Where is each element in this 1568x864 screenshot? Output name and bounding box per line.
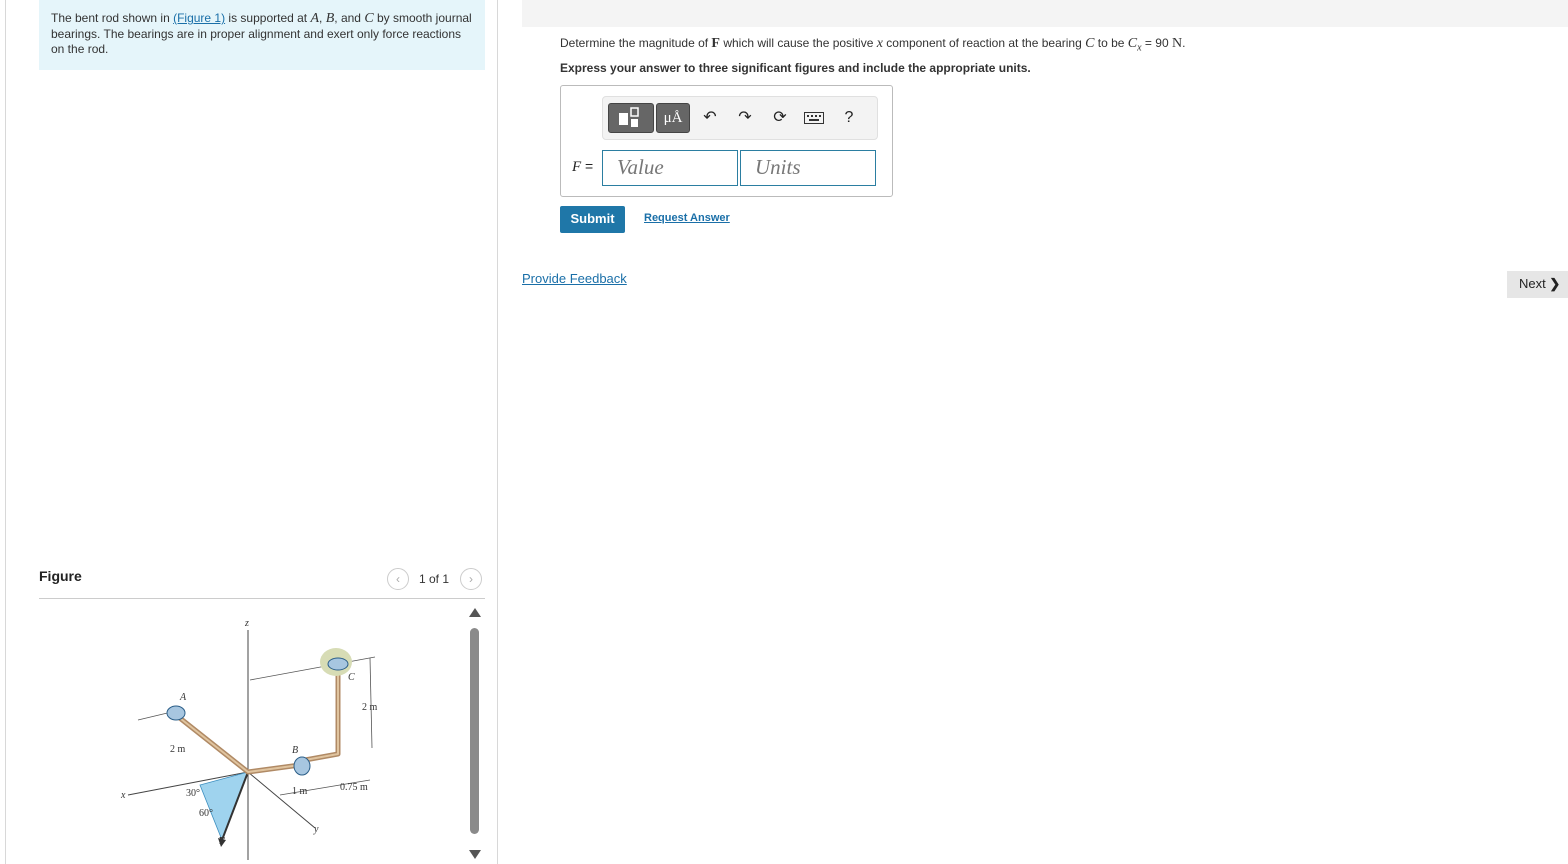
label-075m: 0.75 m <box>340 782 368 793</box>
intro-text-before: The bent rod shown in <box>51 11 174 25</box>
question-part4: to be <box>1094 36 1128 50</box>
bearing-c <box>328 658 348 670</box>
question-part5: = 90 <box>1141 36 1172 50</box>
help-button[interactable]: ? <box>844 109 854 126</box>
force-region <box>200 772 248 840</box>
chevron-left-icon: ‹ <box>396 572 400 586</box>
bearing-b <box>294 757 310 775</box>
chevron-right-icon: › <box>469 572 473 586</box>
point-c: C <box>364 11 374 26</box>
answer-box <box>560 85 893 197</box>
left-border <box>5 0 6 864</box>
label-angle-60: 60° <box>199 808 213 819</box>
question-part1: Determine the magnitude of <box>560 36 712 50</box>
reset-icon: ⟳ <box>773 109 787 126</box>
undo-icon: ↶ <box>703 109 717 126</box>
reset-button[interactable] <box>769 107 791 129</box>
answer-label <box>572 158 593 176</box>
answer-instruction: Express your answer to three significant figures and include the appropriate units. <box>560 61 1031 75</box>
keyboard-icon <box>804 112 824 124</box>
scroll-down-arrow[interactable] <box>469 850 481 859</box>
figure-scrollbar[interactable] <box>470 628 479 834</box>
next-button[interactable] <box>1507 271 1568 298</box>
redo-icon: ↷ <box>738 109 752 126</box>
question-part2: which will cause the positive <box>719 36 877 50</box>
question-x-var: x <box>876 36 883 51</box>
construction-line-top <box>250 657 375 680</box>
question-part6: . <box>1182 36 1186 50</box>
figure-header <box>39 566 485 599</box>
answer-label-var: F <box>572 159 582 175</box>
scroll-up-arrow[interactable] <box>469 608 481 617</box>
keyboard-button[interactable] <box>803 107 825 129</box>
math-toolbar <box>602 96 878 140</box>
figure-prev-button[interactable] <box>387 568 409 590</box>
panel-divider <box>497 0 498 864</box>
figure-link[interactable]: (Figure 1) <box>173 11 226 25</box>
label-2m-left: 2 m <box>170 744 186 755</box>
provide-feedback-link[interactable]: Provide Feedback <box>522 271 627 286</box>
bent-rod-figure <box>100 600 400 860</box>
label-angle-30: 30° <box>186 788 200 799</box>
label-2m-right: 2 m <box>362 702 378 713</box>
intro-text-after: by smooth journal bearings. The bearings are in proper alignment and exert only force reactions on the rod. <box>51 11 472 56</box>
submit-button[interactable]: Submit <box>560 206 625 233</box>
value-input[interactable]: Value <box>602 150 738 186</box>
request-answer-link[interactable]: Request Answer <box>644 212 730 224</box>
part-header-bar <box>522 0 1568 27</box>
question-unit: N <box>1171 36 1183 51</box>
label-1m: 1 m <box>292 786 308 797</box>
units-button[interactable]: μÅ <box>656 103 690 133</box>
point-b: B <box>325 11 335 26</box>
answer-label-eq: = <box>581 158 594 174</box>
chevron-right-icon: ❯ <box>1549 276 1561 291</box>
bent-rod <box>176 670 338 772</box>
bearing-a <box>167 706 185 720</box>
undo-button[interactable] <box>699 107 721 129</box>
intro-and: , and <box>334 11 365 25</box>
question-cx-sub: x <box>1137 42 1142 54</box>
point-a: A <box>310 11 320 26</box>
label-y: y <box>314 824 319 835</box>
redo-button[interactable] <box>734 107 756 129</box>
label-x: x <box>121 790 126 801</box>
question-cx: C <box>1127 36 1138 51</box>
label-z: z <box>245 618 249 629</box>
intro-text-mid: is supported at <box>225 11 311 25</box>
templates-button[interactable] <box>608 103 654 133</box>
question-c-var: C <box>1085 36 1095 51</box>
figure-title: Figure <box>39 568 82 584</box>
question-part3: component of reaction at the bearing <box>882 36 1086 50</box>
label-a: A <box>180 692 187 703</box>
label-f: F <box>219 836 226 847</box>
problem-intro <box>39 0 485 70</box>
intro-comma: , <box>319 11 326 25</box>
label-c: C <box>348 672 355 683</box>
figure-next-button[interactable] <box>460 568 482 590</box>
label-b: B <box>292 745 299 756</box>
next-label: Next <box>1519 276 1546 291</box>
y-axis <box>248 772 315 828</box>
question-text <box>560 36 1185 53</box>
templates-icon <box>609 104 653 132</box>
units-input[interactable]: Units <box>740 150 876 186</box>
figure-pager: 1 of 1 <box>419 572 450 586</box>
question-force: F <box>711 36 720 51</box>
